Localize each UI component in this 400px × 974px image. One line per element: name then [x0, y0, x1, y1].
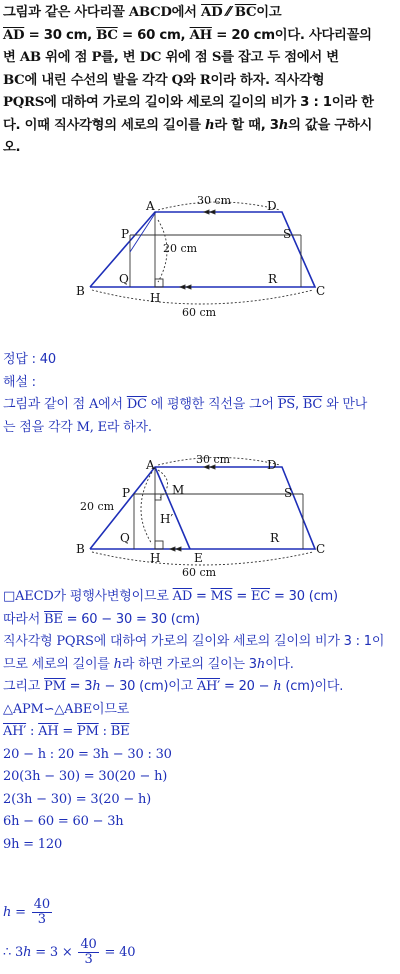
- answer-section: 정답 : 40 해설 : 그림과 같이 점 A에서 $\overline{DC}$ 에 평행한 직선을 그어 $\overline{PS}$, $\overline{BC}$ 와 만나 는 점을 각각 M, E라 하자.: [3, 349, 399, 439]
- label2-h: H: [150, 551, 161, 565]
- bottom-length: 60 cm: [182, 306, 217, 319]
- problem-text: 그림과 같은 사다리꼴 ABCD에서 $\overline{AD}$ ⁄⁄ $\overline{BC}$이고 $\overline{AD} = 30$ cm, $\overline{BC} = 60$ cm, $\overline{AH} = 20$ cm이다. 사다리꼴의 변 AB 위에 점 P를, 변 DC 위에 점 S를 잡고 두 점에서 변 BC에 내린 수선의 발을 각각 Q와 R이라 하자. 직사각형 PQRS에 대하여 가로의 길이와 세로의 길이의 비가 3 : 1이라 한 다. 이때 직사각형의 세로의 길이를 h라 할 때, 3h의 값을 구하시 오.: [3, 5, 374, 155]
- label2-c: C: [316, 542, 326, 556]
- top-length-2: 30 cm: [196, 453, 231, 466]
- label2-h-prime: H′: [160, 512, 174, 526]
- bottom-length-2: 60 cm: [182, 566, 217, 579]
- right-angle-mark: [155, 279, 163, 287]
- label-p: P: [121, 227, 130, 241]
- bottom-dimension-arc: [92, 290, 313, 304]
- trapezoid-figure-with-helper: [0, 452, 400, 582]
- label2-r: R: [270, 531, 280, 545]
- label2-d: D: [267, 458, 277, 472]
- height-length: 20 cm: [163, 242, 198, 255]
- step-h-value: h = $\frac{40}{3}$: [3, 897, 50, 927]
- step-eq-2: 20(3h − 30) = 30(20 − h): [3, 769, 168, 784]
- label-a: A: [146, 199, 155, 213]
- step-parallelogram: □AECD가 평행사변형이므로 $\overline{AD} = \overline{MS} = \overline{EC} = 30$ (cm): [3, 589, 338, 604]
- step-eq-4: 6h − 60 = 60 − 3h: [3, 814, 124, 829]
- step-eq-1: 20 − h : 20 = 3h − 30 : 30: [3, 746, 172, 762]
- label2-b: B: [76, 542, 85, 556]
- answer-label: 정답 : 40: [3, 352, 56, 367]
- solution-steps: [3, 586, 399, 856]
- parallel-arrows-bottom: [180, 285, 191, 289]
- label2-p: P: [122, 486, 131, 500]
- trapezoid-figure: [0, 190, 400, 320]
- step-final: ∴ 3h = 3 × $\frac{40}{3}$ = 40: [3, 937, 136, 967]
- height-length-2: 20 cm: [80, 500, 115, 513]
- label-q: Q: [119, 272, 129, 286]
- dashed-helper: [130, 212, 156, 252]
- label-d: D: [267, 199, 277, 213]
- explanation-label: 해설 :: [3, 374, 36, 390]
- right-angle-mark-h-prime: [155, 494, 161, 500]
- parallel-arrows-bottom-2: [170, 547, 181, 551]
- label2-m: M: [172, 483, 185, 497]
- label-s: S: [283, 227, 292, 241]
- step-proportion: AH′ : $\overline{AH} = \overline{PM}$ : $\overline{BE}$: [3, 724, 130, 739]
- step-ratio-1: 직사각형 PQRS에 대하여 가로의 길이와 세로의 길이의 비가 3 : 1이: [3, 634, 385, 649]
- label-r: R: [268, 272, 278, 286]
- step-similar: △APM∽△ABE이므로: [3, 701, 130, 717]
- label2-a: A: [146, 458, 155, 472]
- right-angle-mark-2: [155, 541, 163, 549]
- parallel-arrows-top: [204, 210, 215, 214]
- label2-s: S: [284, 486, 293, 500]
- step-pm: 그리고 $\overline{PM} = 3h - 30$ (cm)이고 AH′ = 20 − h (cm)이다.: [3, 679, 344, 694]
- label-b: B: [76, 284, 85, 298]
- step-eq-5: 9h = 120: [3, 836, 63, 852]
- step-be: 따라서 $\overline{BE} = 60 - 30 = 30$ (cm): [3, 611, 200, 627]
- top-length: 30 cm: [197, 194, 232, 207]
- label2-e: E: [194, 551, 203, 565]
- label2-q: Q: [120, 531, 130, 545]
- line-ae: [155, 467, 190, 549]
- step-ratio-2: 므로 세로의 길이를 h라 하면 가로의 길이는 3h이다.: [3, 656, 294, 672]
- label-c: C: [316, 284, 326, 298]
- step-eq-3: 2(3h − 30) = 3(20 − h): [3, 791, 152, 807]
- label-h: H: [150, 291, 161, 305]
